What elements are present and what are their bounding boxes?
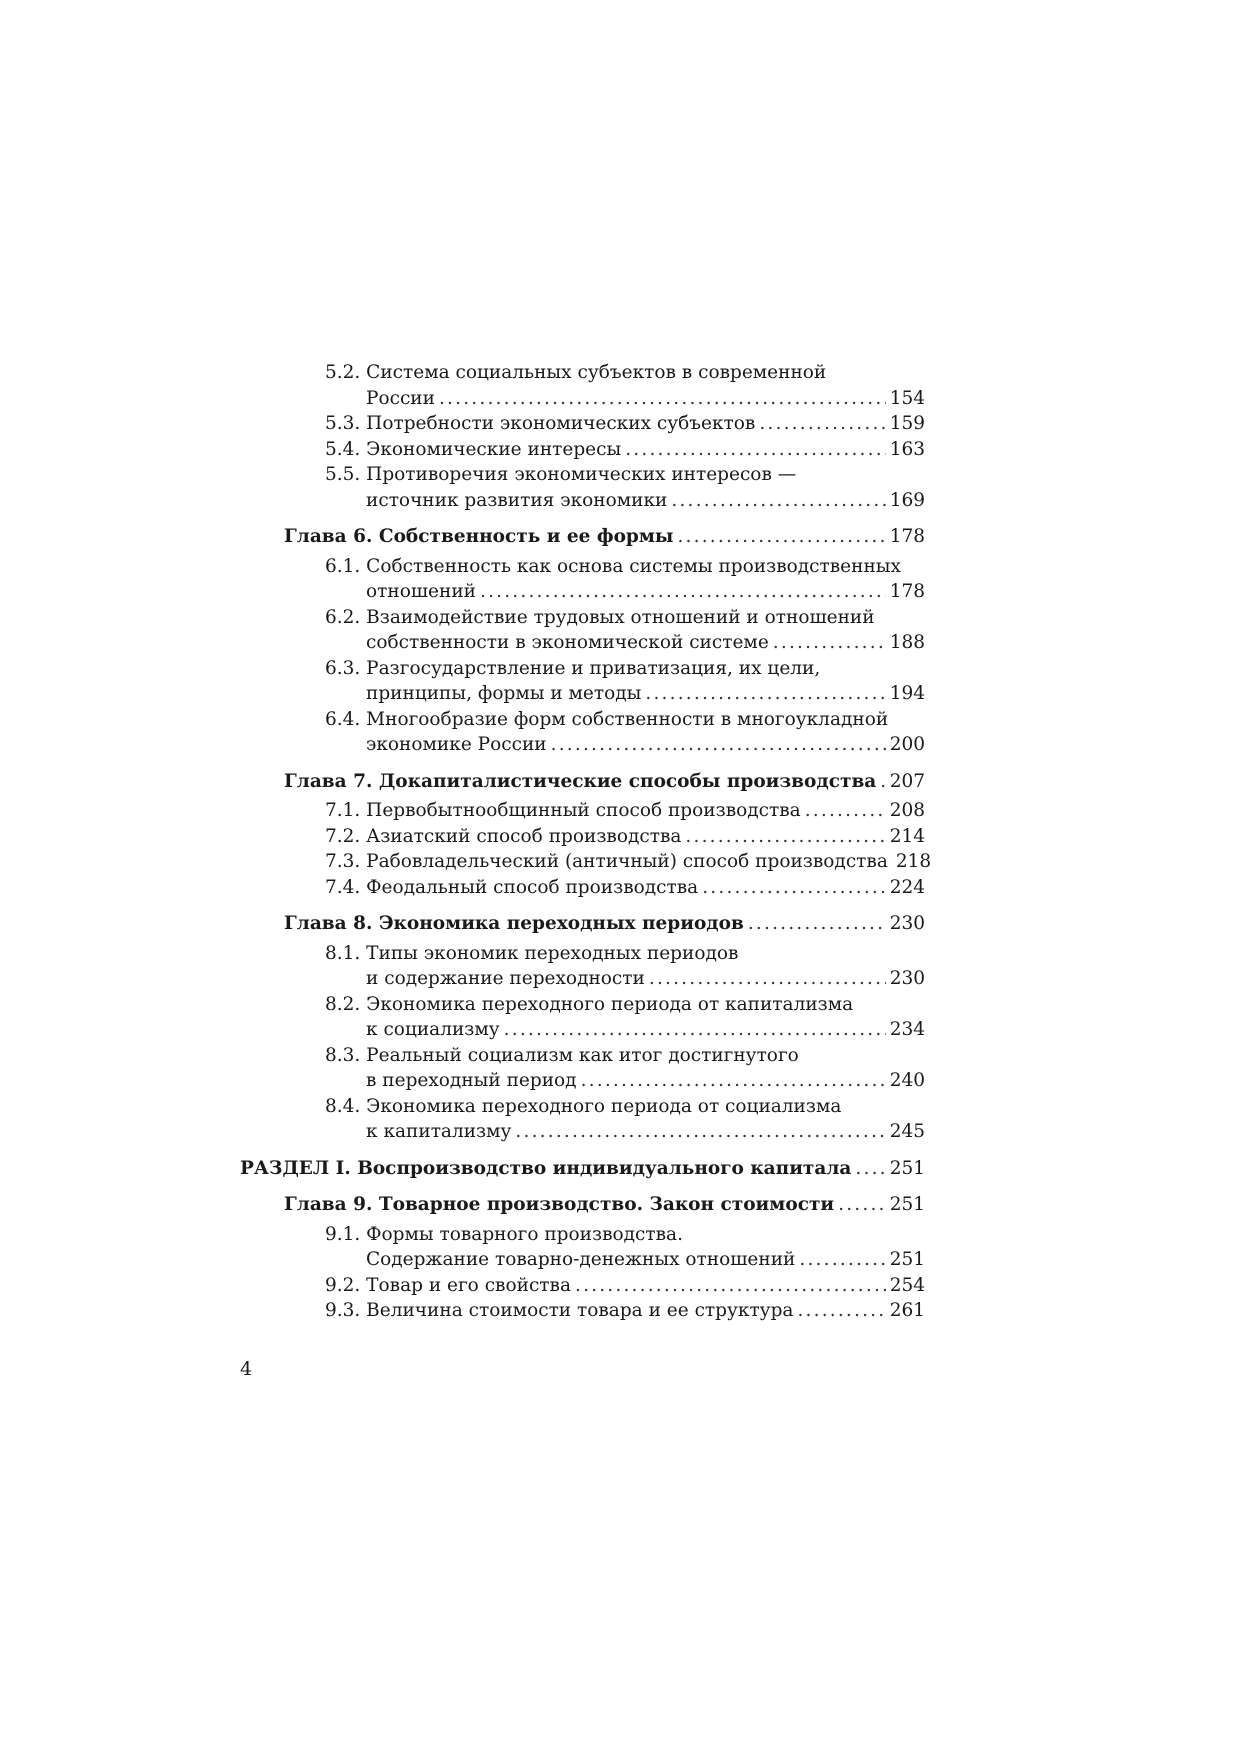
toc-label: Содержание товарно-денежных отношений xyxy=(366,1249,796,1270)
leader-dots xyxy=(855,1156,885,1182)
toc-page-number: 251 xyxy=(889,1249,925,1270)
leader-dots xyxy=(880,769,885,795)
toc-label: собственности в экономической системе xyxy=(366,632,769,653)
toc-label: 8.3. Реальный социализм как итог достигнутого xyxy=(325,1044,799,1066)
toc-label: 8.1. Типы экономик переходных периодов xyxy=(325,942,739,964)
toc-page-number: 261 xyxy=(889,1300,925,1321)
toc-label: 6.1. Собственность как основа системы производственных xyxy=(325,555,901,577)
toc-entry-9-3 xyxy=(240,1298,925,1324)
toc-entry-8-3-cont xyxy=(240,1068,925,1094)
leader-dots xyxy=(649,966,886,992)
leader-dots xyxy=(575,1273,886,1299)
leader-dots xyxy=(838,1192,886,1218)
leader-dots xyxy=(645,681,885,707)
toc-label: экономике России xyxy=(366,734,547,755)
toc-entry-8-2 xyxy=(240,992,925,1018)
toc-entry-8-4 xyxy=(240,1094,925,1120)
toc-entry-5-5 xyxy=(240,462,925,488)
toc-page-number: 178 xyxy=(889,526,925,547)
leader-dots xyxy=(797,1298,885,1324)
toc-entry-7-1 xyxy=(240,798,925,824)
toc-page-number: 188 xyxy=(889,632,925,653)
toc-chapter-7 xyxy=(240,769,925,795)
toc-entry-6-1 xyxy=(240,554,925,580)
toc-label: 8.4. Экономика переходного периода от социализма xyxy=(325,1095,842,1117)
toc-chapter-label: Глава 7. Докапиталистические способы производства xyxy=(284,770,877,792)
toc-entry-6-3 xyxy=(240,656,925,682)
toc-label: 6.2. Взаимодействие трудовых отношений и отношений xyxy=(325,606,875,628)
toc-entry-8-1-cont xyxy=(240,966,925,992)
toc-page-number: 251 xyxy=(889,1157,925,1179)
table-of-contents xyxy=(240,360,932,1324)
toc-label: и содержание переходности xyxy=(366,968,645,989)
toc-entry-8-1 xyxy=(240,941,925,967)
page-number: 4 xyxy=(240,1358,253,1380)
toc-entry-6-4-cont xyxy=(240,732,925,758)
toc-part-label: РАЗДЕЛ I. Воспроизводство индивидуального капитала xyxy=(240,1157,852,1179)
toc-page-number: 208 xyxy=(889,800,925,821)
toc-label: 7.1. Первобытнообщинный способ производства xyxy=(325,800,801,821)
toc-label: 7.2. Азиатский способ производства xyxy=(325,825,682,847)
toc-entry-6-1-cont xyxy=(240,579,925,605)
toc-entry-9-1 xyxy=(240,1222,925,1248)
toc-label: 6.4. Многообразие форм собственности в многоукладной xyxy=(325,708,889,730)
leader-dots xyxy=(685,824,885,850)
leader-dots xyxy=(480,579,886,605)
leader-dots xyxy=(759,411,885,437)
toc-entry-6-2 xyxy=(240,605,925,631)
toc-label: 9.3. Величина стоимости товара и ее структура xyxy=(325,1300,794,1321)
toc-page-number: 169 xyxy=(889,489,925,511)
toc-chapter-label: Глава 9. Товарное производство. Закон стоимости xyxy=(284,1194,835,1215)
toc-page-number: 218 xyxy=(895,851,932,872)
toc-page-number: 214 xyxy=(889,825,925,847)
toc-page-number: 224 xyxy=(889,876,925,898)
toc-page-number: 240 xyxy=(889,1070,925,1091)
toc-entry-5-5-cont xyxy=(240,488,925,514)
toc-label: 7.3. Рабовладельческий (античный) способ производства xyxy=(325,851,888,872)
leader-dots xyxy=(504,1017,886,1043)
toc-label: 9.2. Товар и его свойства xyxy=(325,1274,571,1296)
toc-page-number: 207 xyxy=(889,770,925,792)
toc-label: 6.3. Разгосударствление и приватизация, их цели, xyxy=(325,657,821,679)
toc-page-number: 230 xyxy=(889,913,925,934)
toc-label: 7.4. Феодальный способ производства xyxy=(325,876,699,898)
toc-page-number: 234 xyxy=(889,1019,925,1040)
toc-page-number: 254 xyxy=(889,1274,925,1296)
toc-entry-9-2 xyxy=(240,1273,925,1299)
toc-label: 5.3. Потребности экономических субъектов xyxy=(325,413,756,434)
toc-label: отношений xyxy=(366,581,476,602)
leader-dots xyxy=(625,437,885,463)
toc-part-1 xyxy=(240,1156,925,1182)
leader-dots xyxy=(677,524,885,550)
toc-label: источник развития экономики xyxy=(366,489,668,511)
leader-dots xyxy=(439,386,886,412)
toc-entry-5-4 xyxy=(240,437,925,463)
toc-label: в переходный период xyxy=(366,1070,577,1091)
toc-chapter-6 xyxy=(240,524,925,550)
toc-label: 9.1. Формы товарного производства. xyxy=(325,1223,683,1245)
leader-dots xyxy=(773,630,886,656)
toc-page-number: 230 xyxy=(889,968,925,989)
toc-entry-7-2 xyxy=(240,824,925,850)
toc-chapter-label: Глава 8. Экономика переходных периодов xyxy=(284,913,744,934)
leader-dots xyxy=(671,488,885,514)
toc-entry-6-3-cont xyxy=(240,681,925,707)
toc-chapter-9 xyxy=(240,1192,925,1218)
toc-entry-6-2-cont xyxy=(240,630,925,656)
toc-page-number: 163 xyxy=(889,438,925,460)
toc-entry-8-3 xyxy=(240,1043,925,1069)
leader-dots xyxy=(748,911,886,937)
toc-label: к социализму xyxy=(366,1019,500,1040)
toc-entry-7-4 xyxy=(240,875,925,901)
toc-entry-5-2-cont xyxy=(240,386,925,412)
toc-chapter-8 xyxy=(240,911,925,937)
leader-dots xyxy=(702,875,885,901)
toc-label: 5.2. Система социальных субъектов в современной xyxy=(325,362,827,383)
toc-label: к капитализму xyxy=(366,1121,512,1142)
toc-chapter-label: Глава 6. Собственность и ее формы xyxy=(284,526,674,547)
toc-entry-5-2 xyxy=(240,360,925,386)
toc-entry-6-4 xyxy=(240,707,925,733)
toc-entry-8-4-cont xyxy=(240,1119,925,1145)
toc-page-number: 200 xyxy=(889,734,925,755)
toc-page-number: 178 xyxy=(889,581,925,602)
toc-entry-7-3 xyxy=(240,849,932,875)
toc-label: 5.5. Противоречия экономических интересов — xyxy=(325,464,797,485)
toc-page-number: 154 xyxy=(889,387,925,409)
leader-dots xyxy=(581,1068,886,1094)
leader-dots xyxy=(805,798,886,824)
toc-label: 8.2. Экономика переходного периода от капитализма xyxy=(325,993,854,1015)
toc-page-number: 251 xyxy=(889,1194,925,1215)
leader-dots xyxy=(551,732,886,758)
toc-page-number: 159 xyxy=(889,413,925,434)
leader-dots xyxy=(515,1119,885,1145)
toc-entry-5-3 xyxy=(240,411,925,437)
leader-dots xyxy=(799,1247,885,1273)
toc-entry-8-2-cont xyxy=(240,1017,925,1043)
toc-entry-9-1-cont xyxy=(240,1247,925,1273)
toc-page-number: 245 xyxy=(889,1121,925,1142)
toc-label: России xyxy=(366,387,435,409)
toc-label: 5.4. Экономические интересы xyxy=(325,438,622,460)
toc-label: принципы, формы и методы xyxy=(366,683,642,704)
toc-page-number: 194 xyxy=(889,683,925,704)
